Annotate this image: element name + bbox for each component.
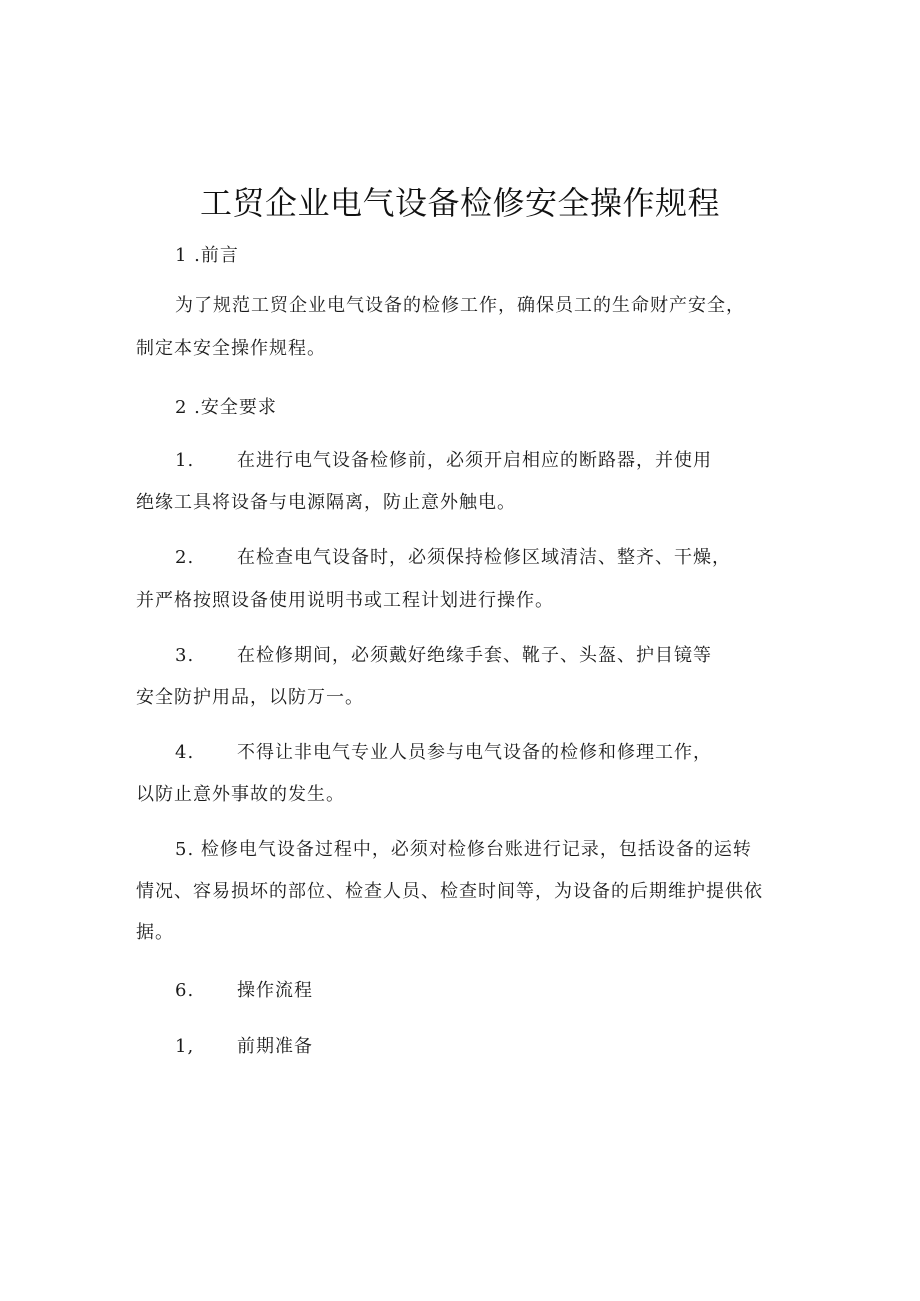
subsection-label: 前期准备 xyxy=(237,1036,313,1057)
list-item-text: 在进行电气设备检修前，必须开启相应的断路器，并使用 xyxy=(237,450,712,471)
list-item-continuation: 绝缘工具将设备与电源隔离，防止意外触电。 xyxy=(136,492,516,513)
section-heading-preface: 1 .前言 xyxy=(175,245,239,266)
subsection-number: 1, xyxy=(175,1036,195,1057)
list-item-text: 在检修期间，必须戴好绝缘手套、靴子、头盔、护目镜等 xyxy=(237,645,712,666)
list-item-5-line-3: 据。 xyxy=(136,922,174,943)
list-item-5-line-2: 情况、容易损坏的部位、检查人员、检查时间等，为设备的后期维护提供依 xyxy=(136,881,763,902)
list-item-continuation: 并严格按照设备使用说明书或工程计划进行操作。 xyxy=(136,590,554,611)
list-item xyxy=(175,546,731,570)
subsection-heading-preparation xyxy=(175,1035,313,1059)
document-title: 工贸企业电气设备检修安全操作规程 xyxy=(199,184,720,222)
list-item-number: 1. xyxy=(175,450,195,471)
preface-paragraph-line-2: 制定本安全操作规程。 xyxy=(136,338,326,359)
section-heading-safety: 2 .安全要求 xyxy=(175,397,277,418)
list-item-text: 不得让非电气专业人员参与电气设备的检修和修理工作， xyxy=(237,742,712,763)
section-label: 操作流程 xyxy=(237,980,313,1001)
list-item-number: 4. xyxy=(175,742,195,763)
list-item xyxy=(175,449,712,473)
list-item-continuation: 安全防护用品，以防万一。 xyxy=(136,687,364,708)
list-item-number: 3. xyxy=(175,645,195,666)
preface-paragraph-line-1: 为了规范工贸企业电气设备的检修工作，确保员工的生命财产安全， xyxy=(175,295,745,316)
list-item xyxy=(175,741,712,765)
list-item-5-line-1: 5. 检修电气设备过程中，必须对检修台账进行记录，包括设备的运转 xyxy=(175,839,752,860)
section-heading-procedure xyxy=(175,979,313,1003)
section-number: 6. xyxy=(175,980,195,1001)
list-item-text: 在检查电气设备时，必须保持检修区域清洁、整齐、干燥， xyxy=(237,547,731,568)
list-item xyxy=(175,644,712,668)
list-item-number: 2. xyxy=(175,547,195,568)
list-item-continuation: 以防止意外事故的发生。 xyxy=(136,784,345,805)
